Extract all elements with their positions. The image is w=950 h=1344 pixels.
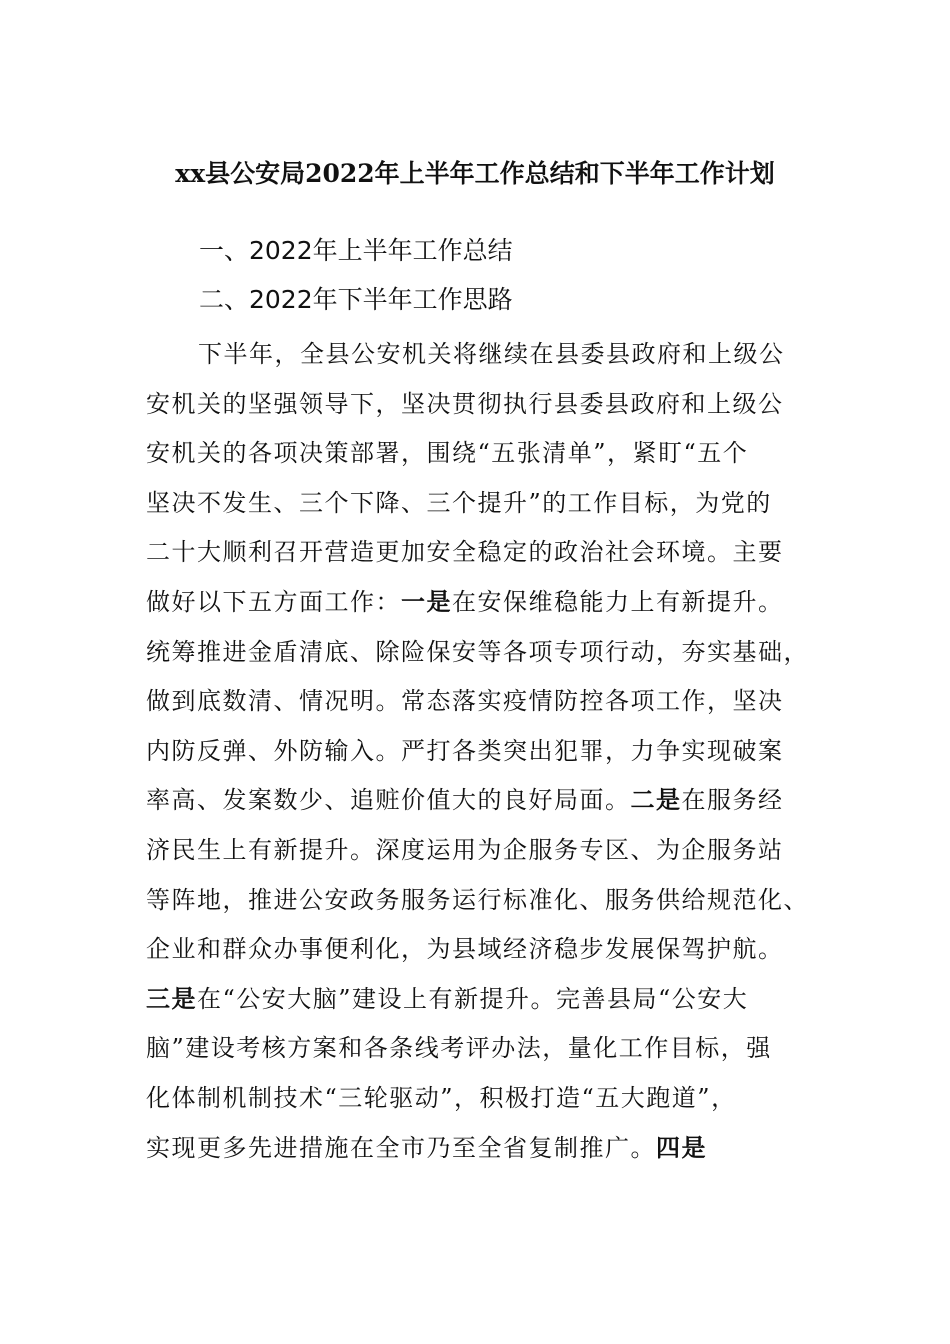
section-heading-second-half-plan: 二、2022年下半年工作思路 xyxy=(199,285,513,314)
paragraph-text: 下半年，全县公安机关将继续在县委县政府和上级公 xyxy=(198,340,785,368)
paragraph-line xyxy=(146,727,806,777)
paragraph-line xyxy=(146,776,806,826)
paragraph-line xyxy=(146,1074,806,1124)
emphasis-text: 一是 xyxy=(401,587,452,616)
emphasis-text: 二是 xyxy=(630,786,682,815)
paragraph-text: 等阵地，推进公安政务服务运行标准化、服务供给规范化、 xyxy=(146,885,809,914)
paragraph-line xyxy=(146,380,806,430)
paragraph-line xyxy=(146,826,806,876)
paragraph-line xyxy=(146,925,806,975)
paragraph-line xyxy=(146,1024,806,1074)
paragraph-text: 在“公安大脑”建设上有新提升。完善县局“公安大 xyxy=(197,984,749,1013)
paragraph-text: 安机关的坚强领导下，坚决贯彻执行县委县政府和上级公 xyxy=(146,389,784,418)
paragraph-text: 企业和群众办事便利化，为县域经济稳步发展保驾护航。 xyxy=(146,935,784,964)
paragraph-text: 在服务经 xyxy=(681,786,784,815)
paragraph-text: 率高、发案数少、追赃价值大的良好局面。 xyxy=(146,786,631,815)
paragraph-text: 安机关的各项决策部署，围绕“五张清单”，紧盯“五个 xyxy=(146,439,749,468)
paragraph-line xyxy=(146,975,806,1025)
paragraph-line xyxy=(146,578,806,628)
paragraph-line xyxy=(146,479,806,529)
section-heading-first-half-summary: 一、2022年上半年工作总结 xyxy=(199,236,513,265)
paragraph-text: 做好以下五方面工作： xyxy=(146,587,401,616)
emphasis-text: 三是 xyxy=(146,984,197,1013)
paragraph-line xyxy=(146,330,806,380)
paragraph-line xyxy=(146,677,806,727)
paragraph-text: 实现更多先进措施在全市乃至全省复制推广。 xyxy=(146,1133,656,1162)
paragraph-text: 济民生上有新提升。深度运用为企服务专区、为企服务站 xyxy=(146,835,784,864)
paragraph-text: 在安保维稳能力上有新提升。 xyxy=(452,587,784,616)
paragraph-text: 脑”建设考核方案和各条线考评办法，量化工作目标，强 xyxy=(146,1034,772,1063)
paragraph-text: 统筹推进金盾清底、除险保安等各项专项行动，夯实基础， xyxy=(146,637,809,666)
paragraph-line xyxy=(146,628,809,678)
body-paragraph xyxy=(146,330,809,1173)
document-title: xx县公安局2022年上半年工作总结和下半年工作计划 xyxy=(175,159,775,188)
paragraph-line xyxy=(146,1124,806,1174)
paragraph-line xyxy=(146,429,806,479)
paragraph-text: 化体制机制技术“三轮驱动”，积极打造“五大跑道”， xyxy=(146,1083,737,1112)
paragraph-text: 内防反弹、外防输入。严打各类突出犯罪，力争实现破案 xyxy=(146,736,784,765)
paragraph-text: 二十大顺利召开营造更加安全稳定的政治社会环境。主要 xyxy=(146,538,784,567)
emphasis-text: 四是 xyxy=(656,1133,707,1162)
paragraph-line xyxy=(146,528,806,578)
paragraph-text: 坚决不发生、三个下降、三个提升”的工作目标，为党的 xyxy=(146,488,772,517)
paragraph-text: 做到底数清、情况明。常态落实疫情防控各项工作，坚决 xyxy=(146,687,784,716)
paragraph-line xyxy=(146,876,809,926)
